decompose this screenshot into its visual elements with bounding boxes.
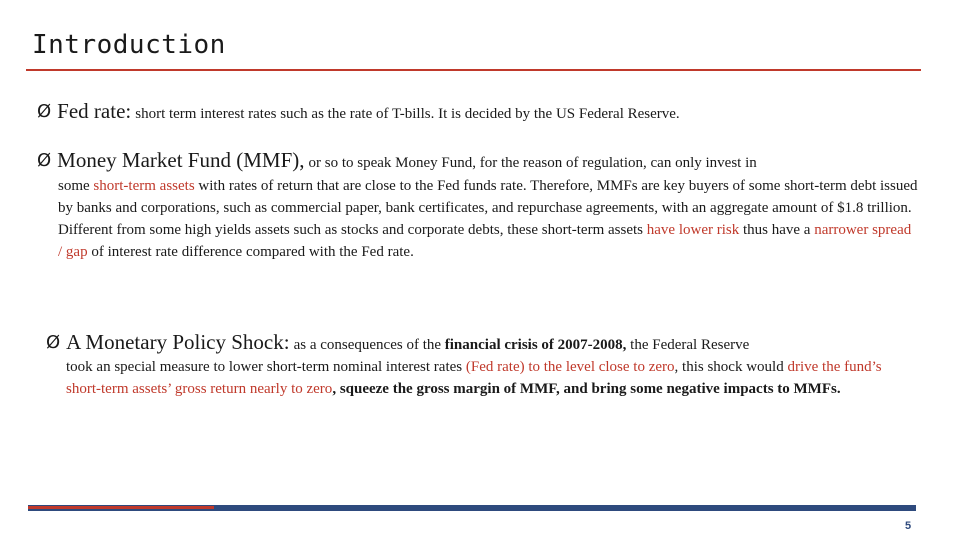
text-span: some	[58, 178, 94, 194]
text-span: took an special measure to lower short-term nominal interest rates	[66, 359, 466, 375]
text-span: , this shock would	[674, 359, 788, 375]
page-number: 5	[905, 520, 912, 532]
highlight-financial-crisis: financial crisis of 2007-2008,	[444, 337, 627, 353]
text-span: with rates of return that are close to the Fed funds rate. Therefore, MMFs are key buyers of some short-term debt issued by banks and corporations, such as commercial paper, bank certificates, and repurchase agreements, with an aggregate amount of $1.8 trillion. Different from some high yields assets such as stocks and corporate debts, these short-term assets	[58, 178, 918, 238]
text-span: thus have a	[739, 222, 815, 238]
text-span: as a consequences of the	[293, 337, 445, 353]
bullet-heading: Money Market Fund (MMF),	[57, 148, 305, 172]
highlight-narrower-spread: narrower spread / gap	[58, 222, 912, 260]
highlight-fed-rate-zero: (Fed rate) to the level close to zero	[465, 359, 675, 375]
bullet-heading: Fed rate:	[57, 99, 132, 123]
bullet-lead-text	[294, 337, 750, 353]
text-span: of interest rate difference compared with the Fed rate.	[87, 244, 414, 260]
highlight-negative-impacts: , squeeze the gross margin of MMF, and bring some negative impacts to MMFs.	[332, 381, 841, 397]
bullet-mmf	[37, 148, 757, 173]
arrow-bullet-icon: Ø	[37, 101, 52, 122]
slide-title: Introduction	[32, 30, 226, 60]
shock-paragraph	[66, 356, 906, 400]
mmf-paragraph	[58, 175, 918, 263]
bullet-text: short term interest rates such as the rate of T-bills. It is decided by the US Federal Reserve.	[135, 106, 680, 122]
arrow-bullet-icon: Ø	[37, 150, 52, 171]
arrow-bullet-icon: Ø	[46, 332, 61, 353]
footer-accent	[28, 506, 214, 509]
highlight-gross-return: drive the fund’s short-term assets’ gross return nearly to zero	[66, 359, 882, 397]
title-divider	[26, 69, 921, 71]
bullet-fed-rate	[37, 99, 680, 124]
text-span: the Federal Reserve	[626, 337, 750, 353]
bullet-heading: A Monetary Policy Shock:	[66, 330, 290, 354]
bullet-lead-text: or so to speak Money Fund, for the reason of regulation, can only invest in	[308, 155, 757, 171]
bullet-policy-shock	[46, 330, 749, 355]
highlight-lower-risk: have lower risk	[646, 222, 740, 238]
highlight-short-term-assets: short-term assets	[93, 178, 195, 194]
